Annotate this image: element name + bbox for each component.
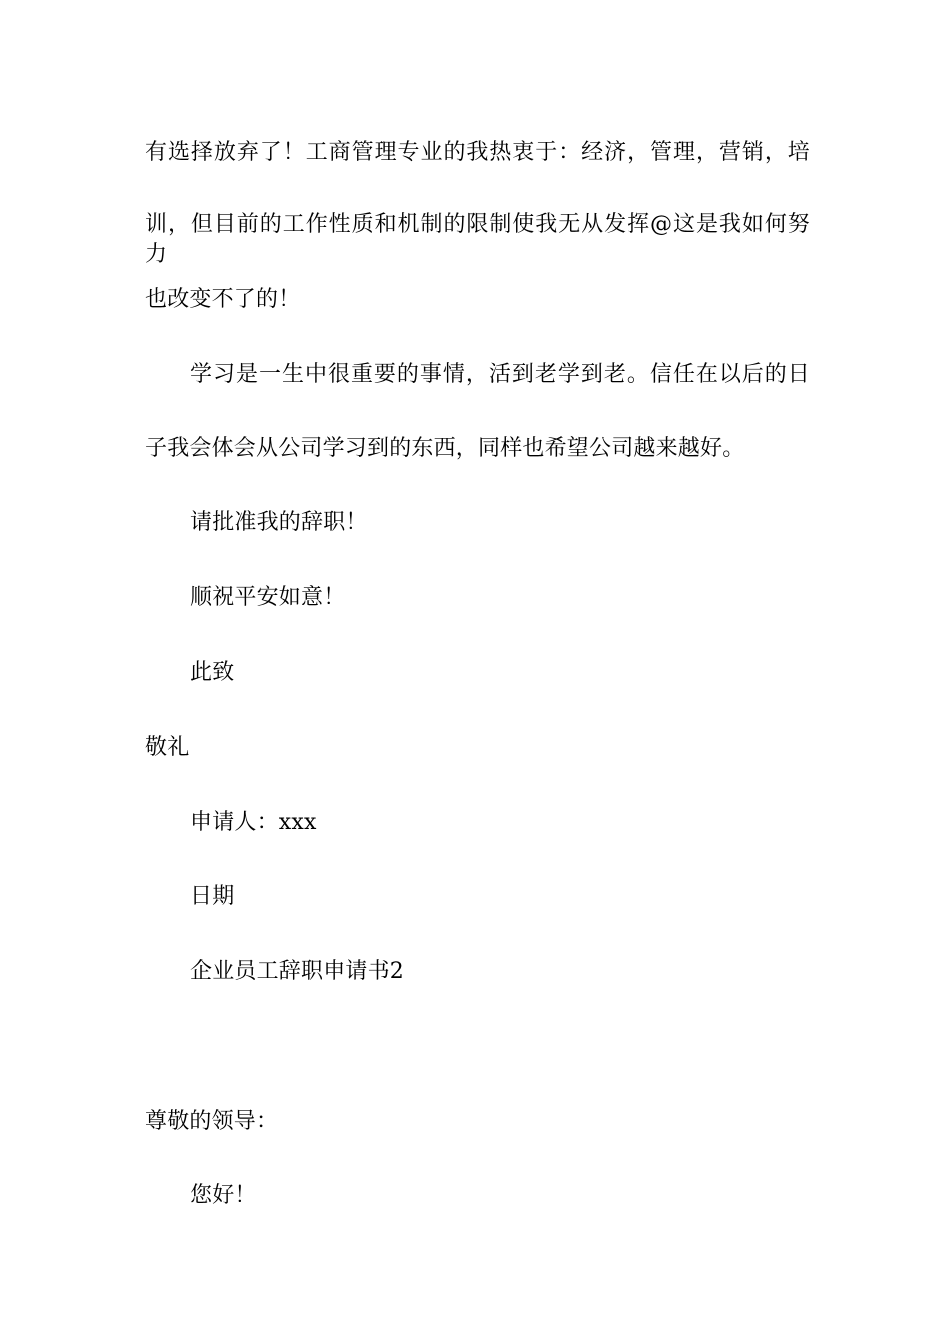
salutation-line: 敬礼 xyxy=(145,735,190,760)
paragraph-line: 学习是一生中很重要的事情，活到老学到老。信任在以后的日 xyxy=(190,362,810,387)
request-line: 请批准我的辞职！ xyxy=(190,510,368,535)
paragraph-line: 子我会体会从公司学习到的东西，同样也希望公司越来越好。 xyxy=(145,436,745,461)
paragraph-line: 训，但目前的工作性质和机制的限制使我无从发挥@这是我如何努力 xyxy=(145,212,810,267)
applicant-line: 申请人：xxx xyxy=(190,810,317,835)
wishes-line: 顺祝平安如意！ xyxy=(190,585,346,610)
section-title: 企业员工辞职申请书2 xyxy=(190,959,404,984)
hello-line: 您好！ xyxy=(190,1183,257,1208)
greeting-line: 尊敬的领导： xyxy=(145,1109,279,1134)
paragraph-line: 也改变不了的！ xyxy=(145,287,301,312)
date-line: 日期 xyxy=(190,884,235,909)
closing-line: 此致 xyxy=(190,660,235,685)
paragraph-line: 有选择放弃了！工商管理专业的我热衷于：经济，管理，营销，培 xyxy=(145,140,810,165)
